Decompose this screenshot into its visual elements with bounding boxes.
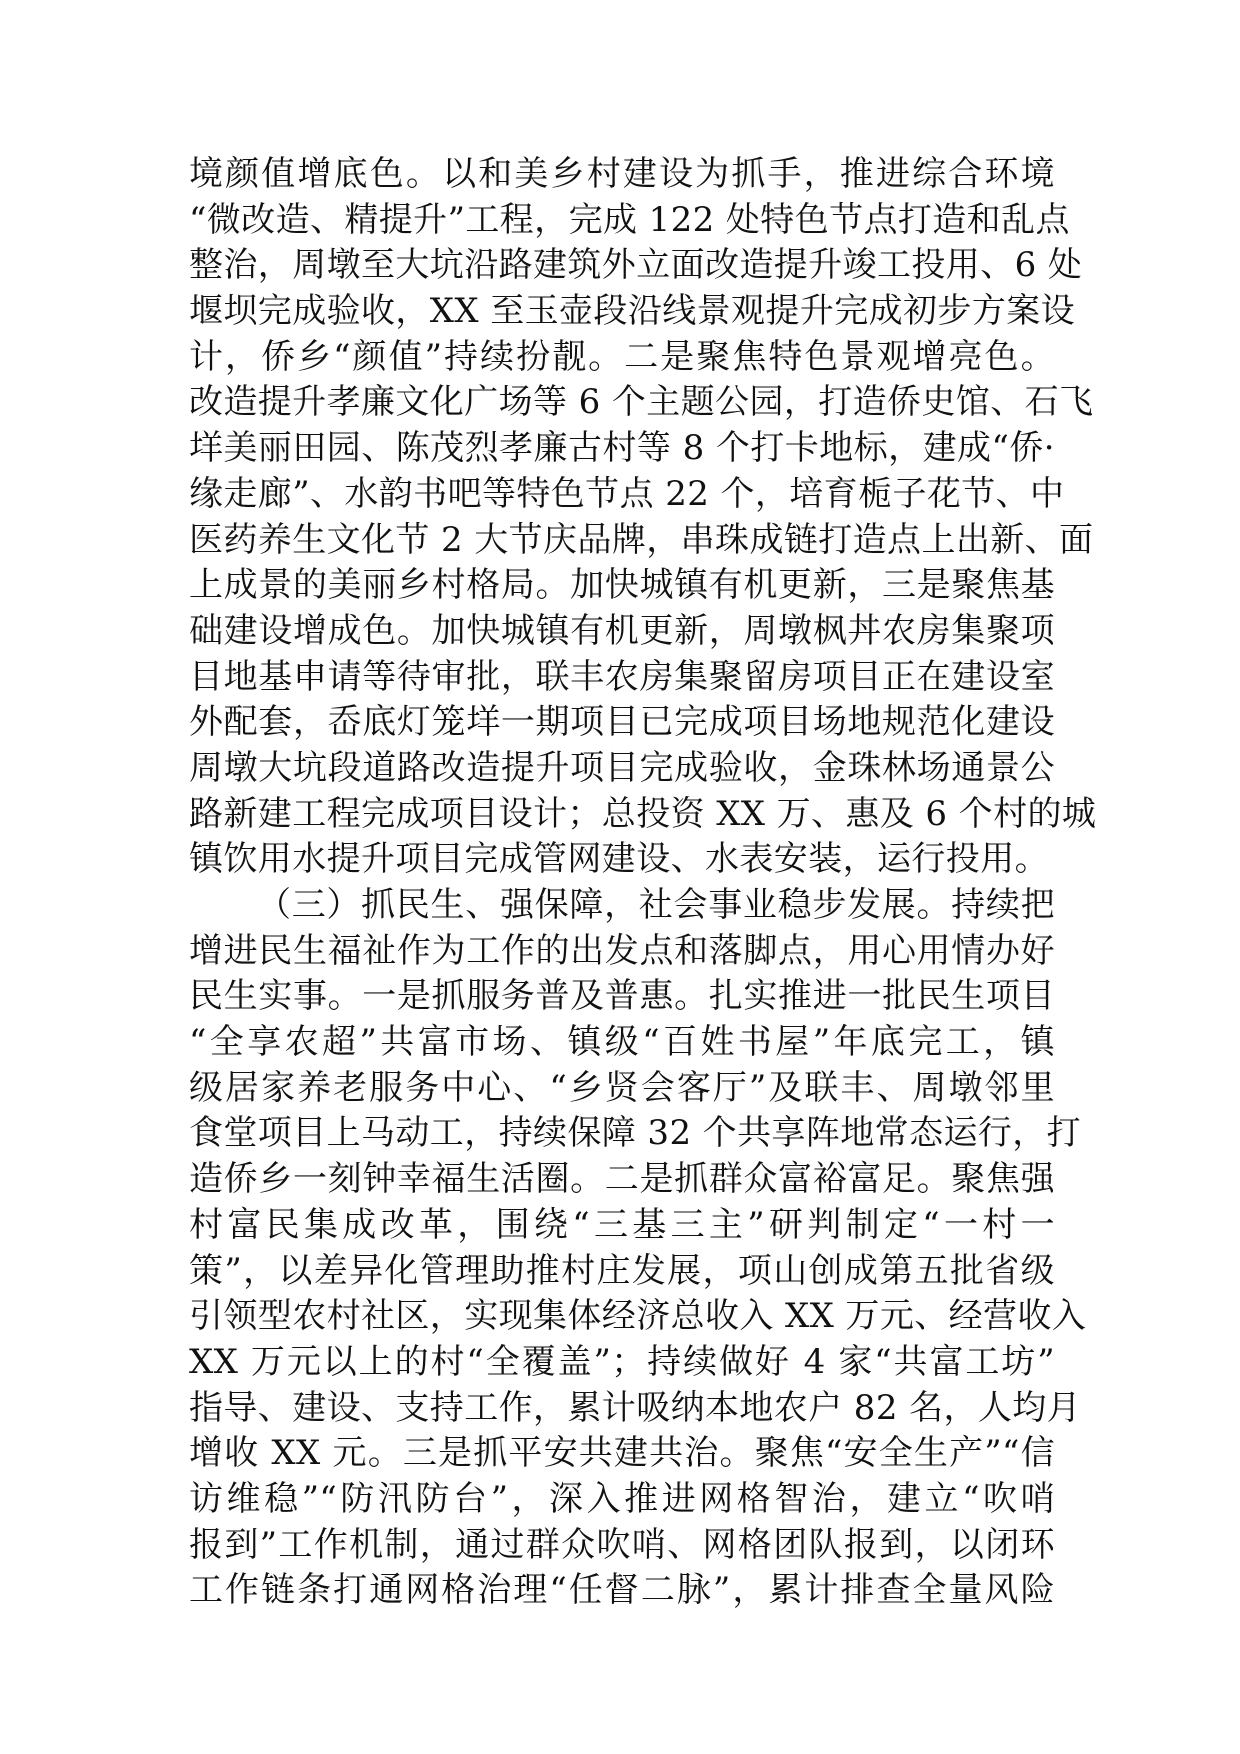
text-line: 缘走廊”、水韵书吧等特色节点 22 个，培育栀子花节、中 <box>189 473 1065 514</box>
text-line: 指导、建设、支持工作，累计吸纳本地农户 82 名，人均月 <box>189 1387 1082 1428</box>
text-line: 础建设增成色。加快城镇有机更新，周墩枫丼农房集聚项 <box>189 610 1055 651</box>
text-line: 目地基申请等待审批，联丰农房集聚留房项目正在建设室 <box>189 656 1055 697</box>
text-line: XX 万元以上的村“全覆盖”；持续做好 4 家“共富工坊” <box>189 1341 1055 1382</box>
text-line: “全享农超”共富市场、镇级“百姓书屋”年底完工，镇 <box>189 1022 1055 1063</box>
text-line: 上成景的美丽乡村格局。加快城镇有机更新，三是聚焦基 <box>189 565 1055 606</box>
text-line: 镇饮用水提升项目完成管网建设、水表安装，运行投用。 <box>189 839 1049 880</box>
text-line: 报到”工作机制，通过群众吹哨、网格团队报到，以闭环 <box>189 1524 1055 1565</box>
text-line: 堰坝完成验收，XX 至玉壶段沿线景观提升完成初步方案设 <box>189 291 1076 332</box>
text-line: 民生实事。一是抓服务普及普惠。扎实推进一批民生项目 <box>189 976 1055 1017</box>
text-line: 计，侨乡“颜值”持续扮靓。二是聚焦特色景观增亮色。 <box>189 336 1055 377</box>
text-line: 村富民集成改革，围绕“三基三主”研判制定“一村一 <box>189 1204 1055 1245</box>
text-line: 增进民生福祉作为工作的出发点和落脚点，用心用情办好 <box>189 930 1055 971</box>
text-line: 外配套，岙底灯笼垟一期项目已完成项目场地规范化建设 <box>189 702 1055 743</box>
text-line: 造侨乡一刻钟幸福生活圈。二是抓群众富裕富足。聚焦强 <box>189 1159 1055 1200</box>
text-line: 访维稳”“防汛防台”，深入推进网格智治，建立“吹哨 <box>189 1478 1055 1519</box>
text-line: 改造提升孝廉文化广场等 6 个主题公园，打造侨史馆、石飞 <box>189 382 1094 423</box>
text-line: 策”，以差异化管理助推村庄发展，项山创成第五批省级 <box>189 1250 1055 1291</box>
text-line: 周墩大坑段道路改造提升项目完成验收，金珠林场通景公 <box>189 747 1055 788</box>
text-line: 整治，周墩至大坑沿路建筑外立面改造提升竣工投用、6 处 <box>189 245 1083 286</box>
text-line: 级居家养老服务中心、“乡贤会客厅”及联丰、周墩邻里 <box>189 1067 1055 1108</box>
text-line: 境颜值增底色。以和美乡村建设为抓手，推进综合环境 <box>189 154 1055 194</box>
text-line: 垟美丽田园、陈茂烈孝廉古村等 8 个打卡地标，建成“侨· <box>189 428 1055 469</box>
text-line: 医药养生文化节 2 大节庆品牌，串珠成链打造点上出新、面 <box>189 519 1094 560</box>
text-line: 增收 XX 元。三是抓平安共建共治。聚焦“安全生产”“信 <box>189 1433 1055 1474</box>
text-line: 引领型农村社区，实现集体经济总收入 XX 万元、经营收入 <box>189 1296 1087 1337</box>
text-line: 食堂项目上马动工，持续保障 32 个共享阵地常态运行，打 <box>189 1113 1082 1154</box>
paragraph-first-line: （三）抓民生、强保障，社会事业稳步发展。持续把 <box>257 885 1055 925</box>
body-text <box>189 152 1097 1614</box>
text-line: “微改造、精提升”工程，完成 122 处特色节点打造和乱点 <box>189 199 1070 240</box>
text-line: 工作链条打通网格治理“任督二脉”，累计排查全量风险 <box>189 1570 1055 1611</box>
text-line: 路新建工程完成项目设计；总投资 XX 万、惠及 6 个村的城 <box>189 793 1097 834</box>
